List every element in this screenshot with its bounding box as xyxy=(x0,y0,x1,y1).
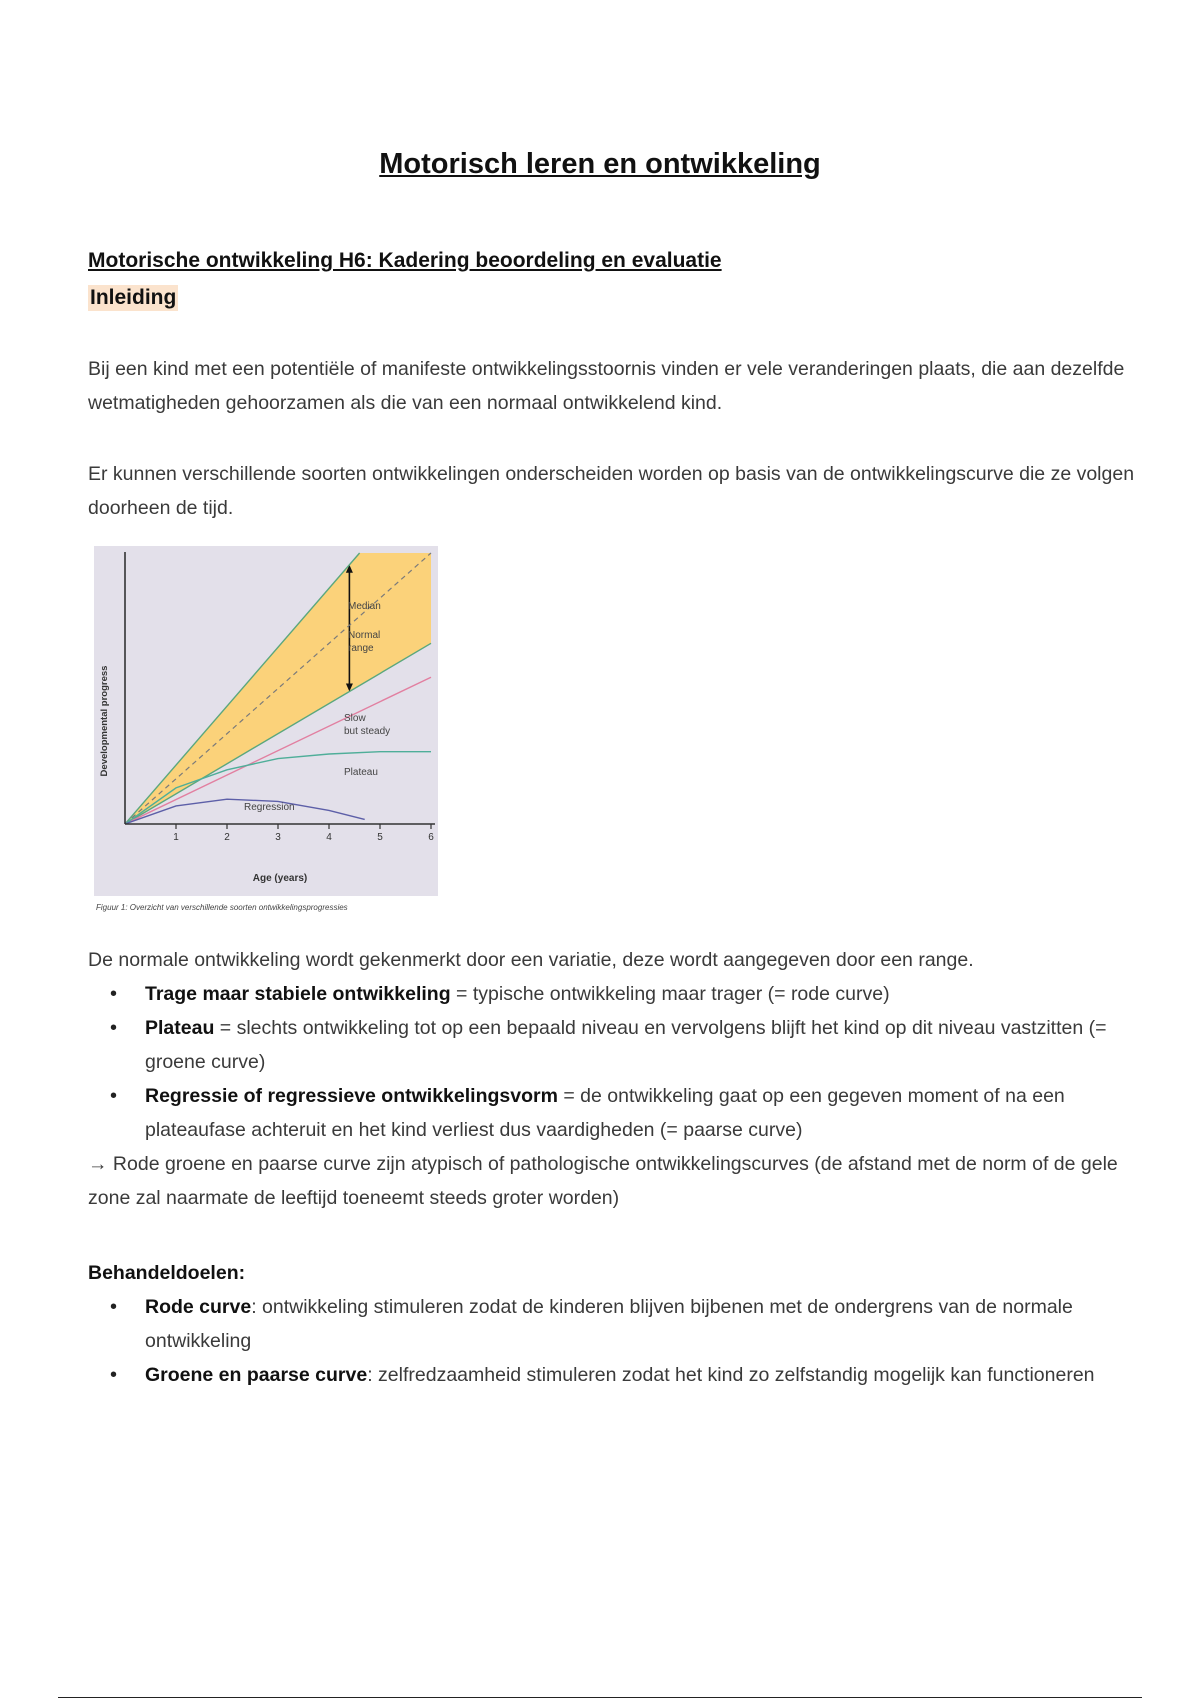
list-item-text: : zelfredzaamheid stimuleren zodat het kind zo zelfstandig mogelijk kan functioneren xyxy=(367,1364,1095,1386)
list-item xyxy=(88,1290,1148,1358)
x-tick-label: 6 xyxy=(428,832,434,843)
figure-caption: Figuur 1: Overzicht van verschillende soorten ontwikkelingsprogressies xyxy=(96,903,348,912)
list-item-text: = de ontwikkeling gaat op een gegeven moment of na een plateaufase achteruit en het kind verliest dus vaardigheden (= paarse curve) xyxy=(145,1085,1065,1141)
list-item-term: Rode curve xyxy=(145,1296,252,1318)
x-tick-label: 4 xyxy=(326,832,332,843)
list-item xyxy=(88,977,1148,1011)
plateau-label: Plateau xyxy=(344,767,378,778)
subheading-inleiding: Inleiding xyxy=(90,286,177,309)
treatment-goals-list xyxy=(88,1290,1148,1392)
arrow-note: → Rode groene en paarse curve zijn atypisch of pathologische ontwikkelingscurves (de afstand met de norm of de gele zone zal naarmate de leeftijd toeneemt steeds groter worden) xyxy=(88,1153,1118,1209)
x-axis-label: Age (years) xyxy=(252,873,308,884)
list-item-term: Regressie of regressieve ontwikkelingsvorm xyxy=(145,1085,558,1107)
development-curves-figure xyxy=(94,546,438,896)
x-tick-label: 1 xyxy=(173,832,179,843)
list-item-term: Plateau xyxy=(145,1017,215,1039)
list-item-term: Groene en paarse curve xyxy=(145,1364,368,1386)
list-item xyxy=(88,1011,1148,1079)
slow-label-line1: Slow xyxy=(344,713,366,724)
footer-divider xyxy=(58,1697,1142,1698)
intro-text-2: Er kunnen verschillende soorten ontwikkelingen onderscheiden worden op basis van de ontwikkelingscurve die ze volgen doorheen de tijd. xyxy=(88,463,1135,519)
y-axis-label: Developmental progress xyxy=(99,665,110,777)
list-item-text: = typische ontwikkeling maar trager (= rode curve) xyxy=(450,983,890,1005)
development-curves-chart xyxy=(94,546,438,896)
curve-types-list xyxy=(88,977,1148,1147)
x-tick-label: 5 xyxy=(377,832,383,843)
treatment-section xyxy=(88,1256,1148,1392)
normal-range-label-line2: range xyxy=(348,643,374,654)
intro-text-1: Bij een kind met een potentiële of manifeste ontwikkelingsstoornis vinden er vele veranderingen plaats, die aan dezelfde wetmatigheden gehoorzamen als die van een normaal ontwikkelend kind. xyxy=(88,358,1125,414)
x-tick-label: 2 xyxy=(224,832,230,843)
treatment-heading: Behandeldoelen: xyxy=(88,1262,246,1284)
range-intro: De normale ontwikkeling wordt gekenmerkt door een variatie, deze wordt aangegeven door een range. xyxy=(88,949,974,971)
normal-range-label-line1: Normal xyxy=(348,630,381,641)
list-item xyxy=(88,1358,1148,1392)
median-label: Median xyxy=(348,601,381,612)
x-tick-label: 3 xyxy=(275,832,281,843)
intro-paragraph-1 xyxy=(88,352,1148,420)
regression-label: Regression xyxy=(244,802,295,813)
list-item-text: : ontwikkeling stimuleren zodat de kinderen blijven bijbenen met de ondergrens van de normale ontwikkeling xyxy=(145,1296,1073,1352)
intro-paragraph-2 xyxy=(88,457,1148,525)
list-item xyxy=(88,1079,1148,1147)
page-title: Motorisch leren en ontwikkeling xyxy=(379,148,821,180)
range-section xyxy=(88,943,1148,1215)
section-heading: Motorische ontwikkeling H6: Kadering beoordeling en evaluatie xyxy=(88,249,722,272)
list-item-text: = slechts ontwikkeling tot op een bepaald niveau en vervolgens blijft het kind op dit niveau vastzitten (= groene curve) xyxy=(145,1017,1107,1073)
list-item-term: Trage maar stabiele ontwikkeling xyxy=(145,983,451,1005)
slow-label-line2: but steady xyxy=(344,726,391,737)
